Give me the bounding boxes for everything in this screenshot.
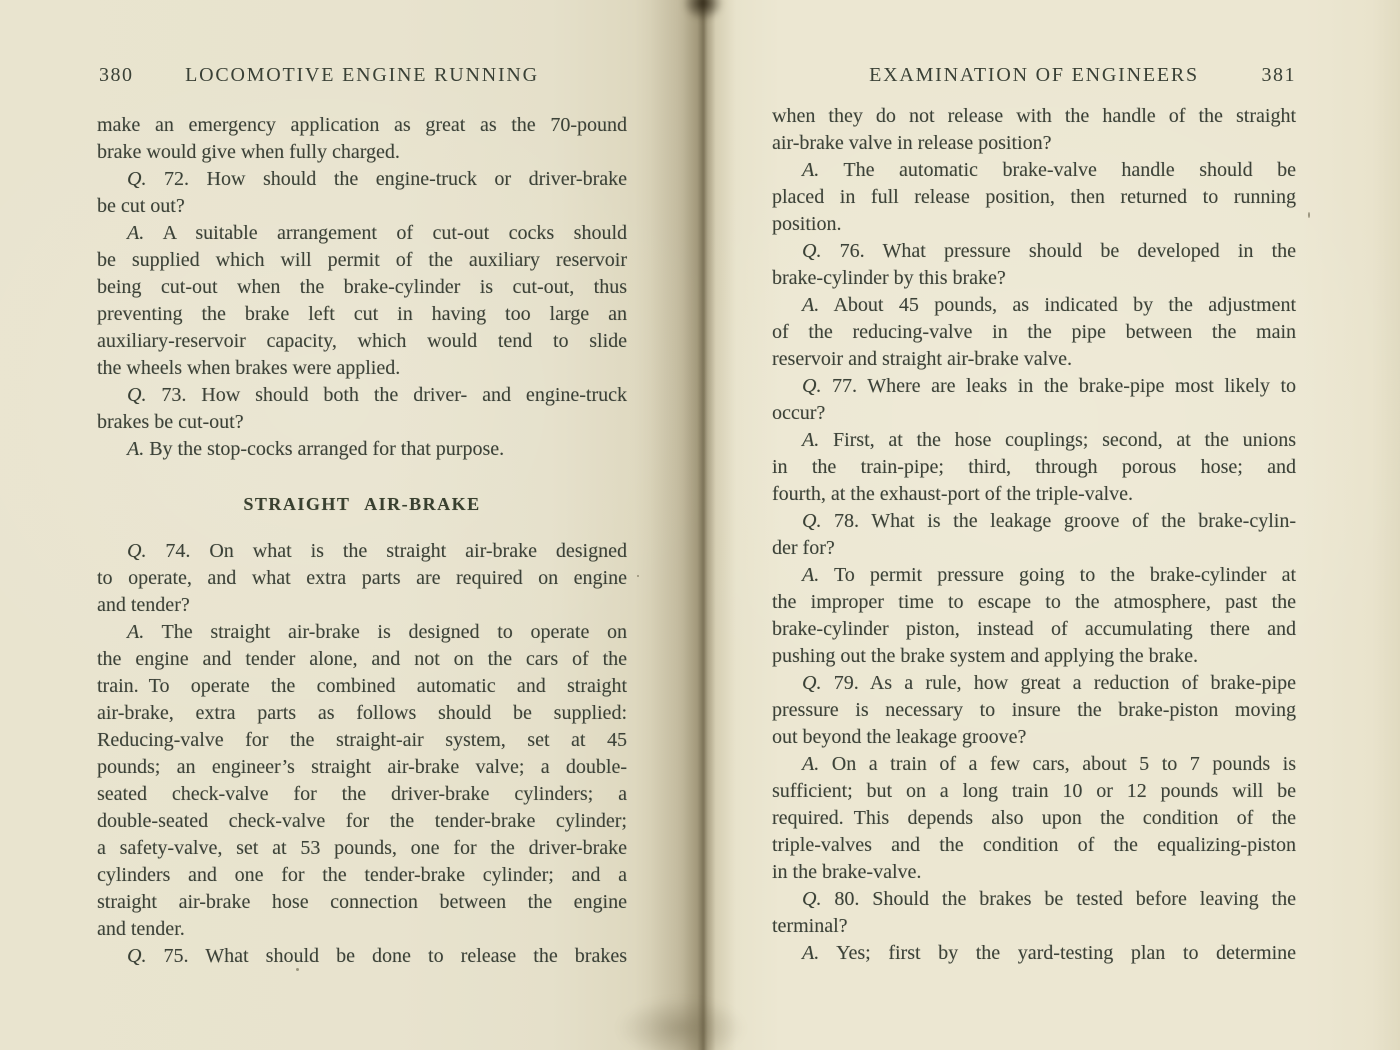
body-line: be supplied which will permit of the auxiliary reservoir — [97, 249, 627, 271]
body-line: A. A suitable arrangement of cut-out cocks should — [127, 222, 627, 244]
left-page-header — [97, 64, 627, 90]
body-line: Q. 76. What pressure should be developed in the — [802, 240, 1296, 262]
body-line: train. To operate the combined automatic and straight — [97, 675, 627, 697]
left-running-head: LOCOMOTIVE ENGINE RUNNING — [185, 64, 539, 86]
body-line: be cut out? — [97, 195, 185, 217]
body-line: Q. 75. What should be done to release the brakes — [127, 945, 627, 967]
right-page-header — [772, 64, 1296, 90]
body-line: Reducing-valve for the straight-air system, set at 45 — [97, 729, 627, 751]
body-line: reservoir and straight air-brake valve. — [772, 348, 1073, 370]
left-page-body — [97, 112, 627, 970]
body-line: occur? — [772, 402, 826, 424]
body-line: Q. 80. Should the brakes be tested before leaving the — [802, 888, 1296, 910]
gutter-top-shadow — [676, 0, 730, 26]
body-line: straight air-brake hose connection between the engine — [97, 891, 627, 913]
body-line: Q. 72. How should the engine-truck or driver-brake — [127, 168, 627, 190]
body-line: Q. 78. What is the leakage groove of the brake-cylin- — [802, 510, 1296, 532]
body-line: seated check-valve for the driver-brake cylinders; a — [97, 783, 627, 805]
body-line: double-seated check-valve for the tender-brake cylinder; — [97, 810, 627, 832]
body-line: A. To permit pressure going to the brake-cylinder at — [802, 564, 1296, 586]
right-page-body — [772, 103, 1296, 967]
body-line: A. By the stop-cocks arranged for that purpose. — [127, 438, 505, 460]
body-line: fourth, at the exhaust-port of the triple-valve. — [772, 483, 1133, 505]
body-line: in the train-pipe; third, through porous hose; and — [772, 456, 1296, 478]
body-line: out beyond the leakage groove? — [772, 726, 1027, 748]
body-line: A. About 45 pounds, as indicated by the adjustment — [802, 294, 1296, 316]
body-line: cylinders and one for the tender-brake cylinder; and a — [97, 864, 627, 886]
body-line: the wheels when brakes were applied. — [97, 357, 401, 379]
body-line: brake-cylinder by this brake? — [772, 267, 1006, 289]
body-line: brake would give when fully charged. — [97, 141, 400, 163]
body-line: when they do not release with the handle of the straight — [772, 105, 1296, 127]
left-page-number: 380 — [99, 64, 134, 86]
body-line: Q. 77. Where are leaks in the brake-pipe most likely to — [802, 375, 1296, 397]
body-line: air-brake, extra parts as follows should be supplied: — [97, 702, 627, 724]
body-line: to operate, and what extra parts are required on engine — [97, 567, 627, 589]
body-line: Q. 73. How should both the driver- and engine-truck — [127, 384, 627, 406]
right-running-head: EXAMINATION OF ENGINEERS — [869, 64, 1199, 86]
right-page — [705, 0, 1400, 1050]
body-line: A. The automatic brake-valve handle should be — [802, 159, 1296, 181]
body-line: sufficient; but on a long train 10 or 12 pounds will be — [772, 780, 1296, 802]
body-line: placed in full release position, then returned to running — [772, 186, 1296, 208]
section-heading: STRAIGHT AIR-BRAKE — [243, 494, 481, 514]
body-line: and tender? — [97, 594, 190, 616]
body-line: air-brake valve in release position? — [772, 132, 1052, 154]
paper-speck — [1308, 212, 1310, 218]
body-line: preventing the brake left cut in having too large an — [97, 303, 627, 325]
body-line: Q. 74. On what is the straight air-brake designed — [127, 540, 627, 562]
body-line: the improper time to escape to the atmosphere, past the — [772, 591, 1296, 613]
paper-speck — [296, 968, 299, 971]
body-line: make an emergency application as great as the 70-pound — [97, 114, 627, 136]
body-line: in the brake-valve. — [772, 861, 922, 883]
body-line: A. Yes; first by the yard-testing plan to determine — [802, 942, 1296, 964]
gutter-bottom-shadow — [596, 988, 766, 1050]
body-line: A. On a train of a few cars, about 5 to 7 pounds is — [802, 753, 1296, 775]
body-line: der for? — [772, 537, 835, 559]
body-line: being cut-out when the brake-cylinder is cut-out, thus — [97, 276, 627, 298]
body-line: required. This depends also upon the condition of the — [772, 807, 1296, 829]
body-line: brakes be cut-out? — [97, 411, 244, 433]
body-line: terminal? — [772, 915, 848, 937]
body-line: a safety-valve, set at 53 pounds, one for the driver-brake — [97, 837, 627, 859]
body-line: pressure is necessary to insure the brake-piston moving — [772, 699, 1296, 721]
body-line: pounds; an engineer’s straight air-brake valve; a double- — [97, 756, 627, 778]
body-line: position. — [772, 213, 842, 235]
paper-speck — [637, 575, 639, 577]
body-line: of the reducing-valve in the pipe between the main — [772, 321, 1296, 343]
right-page-number: 381 — [1261, 64, 1296, 86]
body-line: brake-cylinder piston, instead of accumulating there and — [772, 618, 1296, 640]
body-line: Q. 79. As a rule, how great a reduction of brake-pipe — [802, 672, 1296, 694]
body-line: A. First, at the hose couplings; second, at the unions — [802, 429, 1296, 451]
body-line: A. The straight air-brake is designed to operate on — [127, 621, 627, 643]
body-line: the engine and tender alone, and not on the cars of the — [97, 648, 627, 670]
body-line: auxiliary-reservoir capacity, which would tend to slide — [97, 330, 627, 352]
body-line: and tender. — [97, 918, 185, 940]
body-line: pushing out the brake system and applying the brake. — [772, 645, 1199, 667]
body-line: triple-valves and the condition of the equalizing-piston — [772, 834, 1296, 856]
